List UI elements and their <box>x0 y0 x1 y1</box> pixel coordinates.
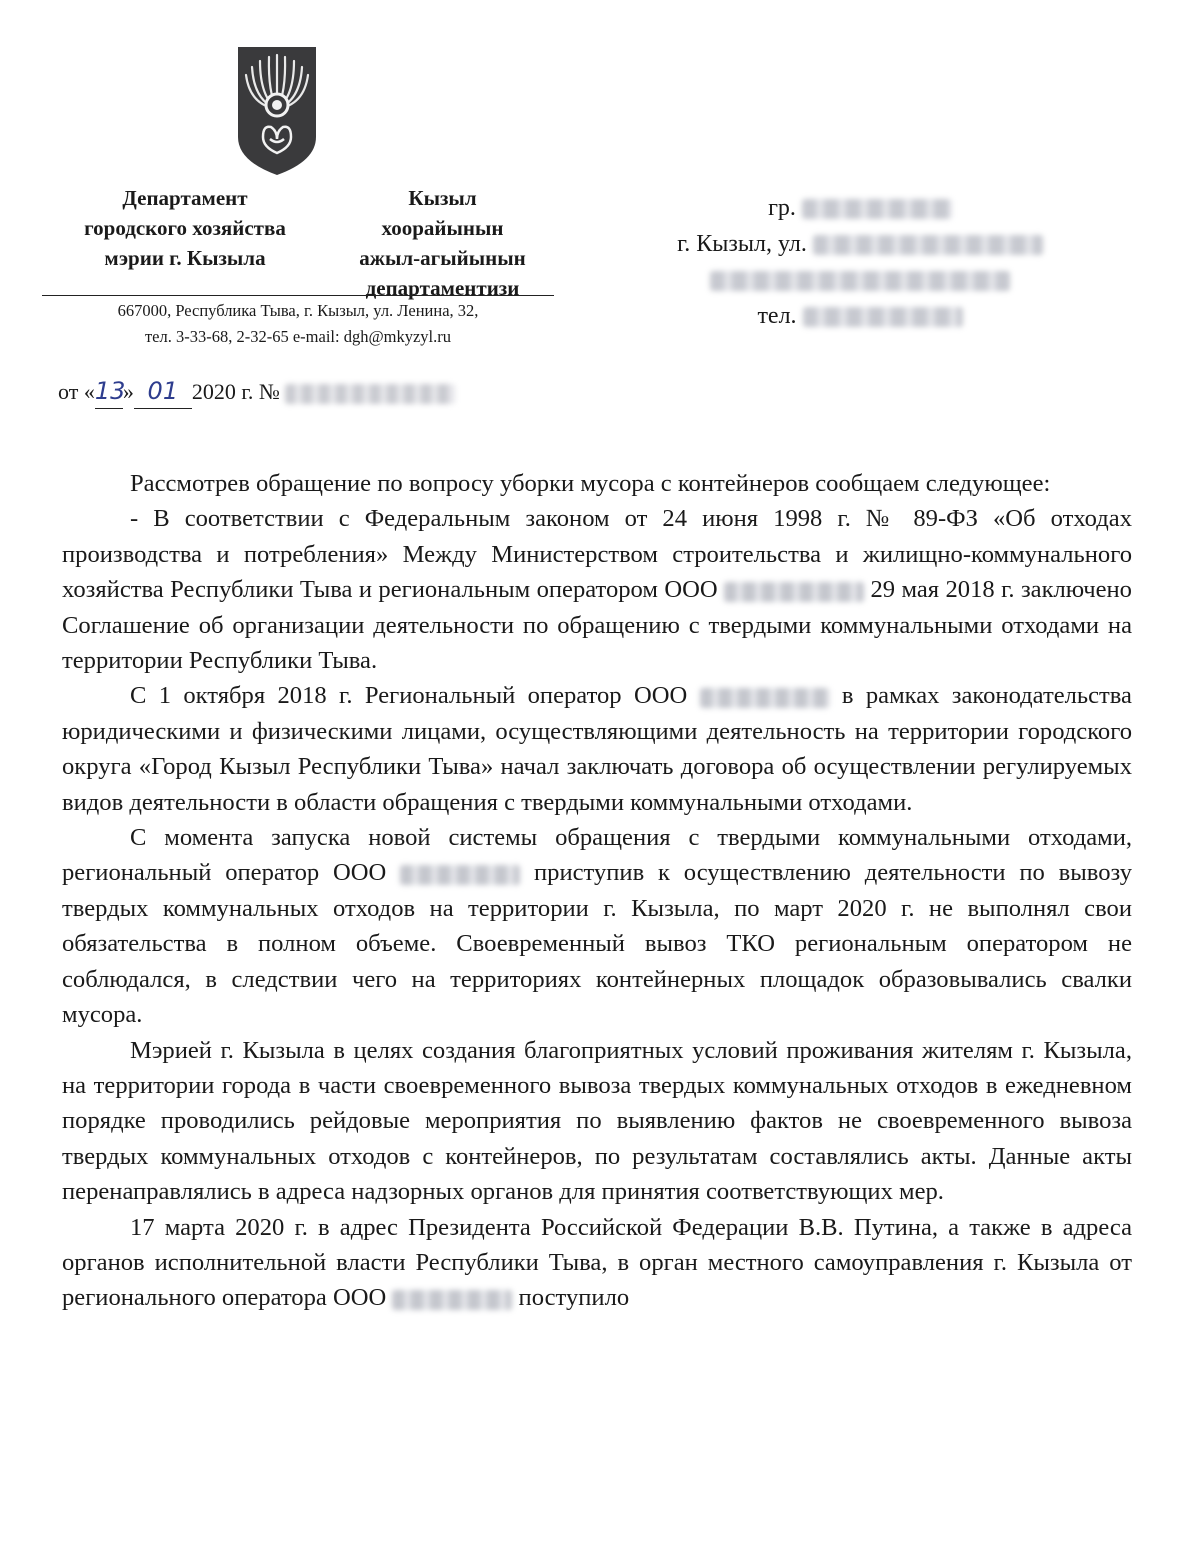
handwritten-month: 01 <box>147 377 179 405</box>
paragraph <box>62 678 1132 820</box>
redacted-org-name <box>392 1290 512 1310</box>
redacted-phone <box>803 307 963 327</box>
dept-tv-line: хоорайынын <box>381 216 504 240</box>
paragraph <box>62 501 1132 678</box>
recipient-street-line <box>645 226 1075 262</box>
paragraph <box>62 820 1132 1032</box>
paragraph-text: 17 марта 2020 г. в адрес Президента Российской Федерации В.В. Путина, а также в адреса органов исполнительной власти Республики Тыва, в орган местного самоуправления г. Кызыла от регионального оператора ООО <box>62 1213 1132 1312</box>
dept-ru-line: городского хозяйства <box>84 216 286 240</box>
address-line: 667000, Республика Тыва, г. Кызыл, ул. Ленина, 32, <box>117 301 479 320</box>
paragraph-text: 29 мая 2018 г. заключено Соглашение об организации деятельности по обращению с твердыми коммунальными отходами на территории Республики Тыва. <box>62 576 1132 675</box>
date-year-label: 2020 г. № <box>191 379 280 404</box>
redacted-org-name <box>724 582 864 602</box>
recipient-phone-line <box>645 298 1075 334</box>
paragraph: Мэрией г. Кызыла в целях создания благоприятных условий проживания жителям г. Кызыла, на территории города в части своевременного вывоза твердых коммунальных отходов в ежедневном порядке проводились рейдовые мероприятия по выявлению фактов не своевременного вывоза твердых коммунальных отходов с контейнеров, по результатам составлялись акты. Данные акты перенаправлялись в адреса надзорных органов для принятия соответствующих мер. <box>62 1036 1132 1206</box>
header-divider <box>42 295 554 296</box>
recipient-prefix: тел. <box>757 303 797 329</box>
handwritten-day: 13 <box>94 377 126 405</box>
dept-tv-line: Кызыл <box>408 186 477 210</box>
document-dateline <box>58 375 455 409</box>
paragraph-text: С момента запуска новой системы обращения с твердыми коммунальными отходами, региональный оператор ООО <box>62 824 1132 887</box>
dept-tv-line: ажыл-агыйынын <box>359 246 526 270</box>
paragraph-text: приступив к осуществлению деятельности по вывозу твердых коммунальных отходов на территории г. Кызыла, по март 2020 г. не выполнял свои обязательства в полном объеме. Своевременный вывоз ТКО региональным оператором не соблюдался, в следствии чего на территориях контейнерных площадок образовывались свалки мусора. <box>62 859 1133 1029</box>
paragraph-text: в рамках законодательства юридическими и физическими лицами, осуществляющими деятельность на территории городского округа «Город Кызыл Республики Тыва» начал заключать договора об осуществлении регулируемых видов деятельности в области обращения с твердыми коммунальными отходами. <box>62 682 1132 816</box>
redacted-org-name <box>700 688 830 708</box>
redacted-street <box>813 235 1043 255</box>
redacted-name <box>802 199 952 219</box>
dept-tv-line: департаментизи <box>365 276 520 300</box>
redacted-org-name <box>400 865 520 885</box>
paragraph-text: С 1 октября 2018 г. Региональный оператор ООО <box>130 682 688 710</box>
paragraph: Рассмотрев обращение по вопросу уборки мусора с контейнеров сообщаем следующее: <box>130 470 1051 497</box>
date-from-label: от « <box>58 379 95 404</box>
redacted-address <box>710 271 1010 291</box>
department-name-russian <box>55 183 315 273</box>
letter-body <box>62 466 1132 1316</box>
recipient-block <box>645 190 1075 334</box>
recipient-name-line <box>645 190 1075 226</box>
paragraph <box>62 1210 1132 1316</box>
date-quote: » <box>122 379 134 404</box>
paragraph-text: - В соответствии с Федеральным законом от 24 июня 1998 г. № 89-ФЗ «Об отходах производства и потребления» Между Министерством строительства и жилищно-коммунального хозяйства Республики Тыва и региональным оператором ООО <box>62 505 1132 604</box>
address-line: тел. 3-33-68, 2-32-65 e-mail: dgh@mkyzyl.ru <box>144 327 452 346</box>
recipient-extra-line <box>645 262 1075 298</box>
paragraph-text: поступило <box>518 1284 630 1312</box>
redacted-document-number <box>285 384 455 404</box>
kyzyl-coat-of-arms-icon <box>236 45 318 177</box>
recipient-prefix: гр. <box>768 195 796 221</box>
recipient-prefix: г. Кызыл, ул. <box>677 231 807 257</box>
dept-ru-line: мэрии г. Кызыла <box>104 246 266 270</box>
department-name-tuvan <box>320 183 565 303</box>
dept-ru-line: Департамент <box>122 186 248 210</box>
department-address <box>42 298 554 350</box>
